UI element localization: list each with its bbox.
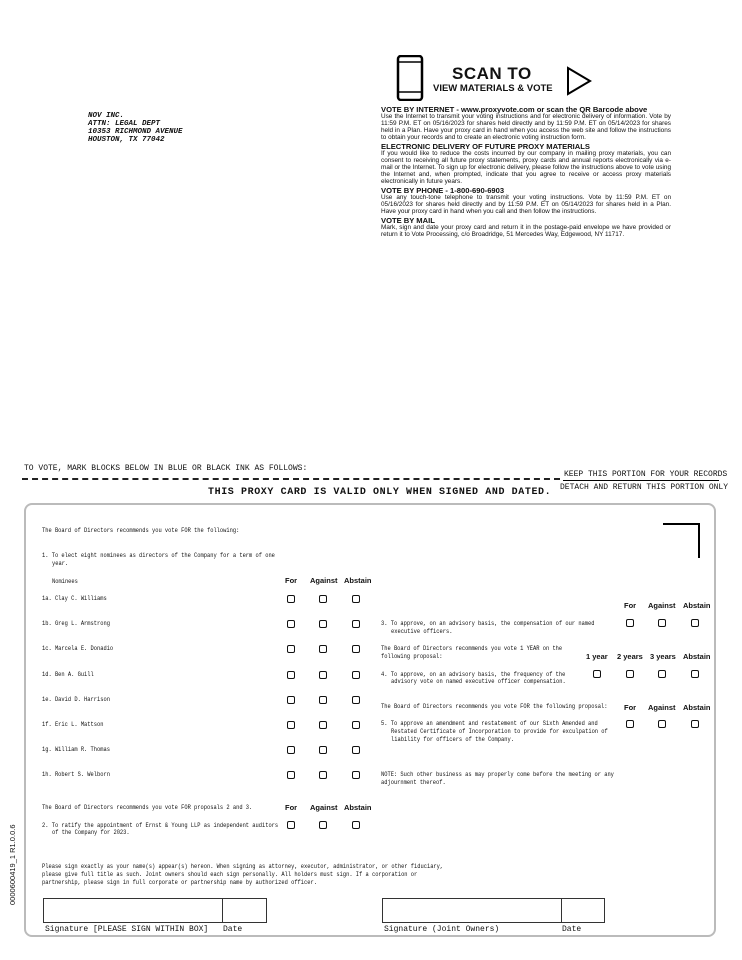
col-against: Against xyxy=(310,803,338,812)
col-against: Against xyxy=(648,601,676,610)
voting-instructions xyxy=(381,105,671,240)
nominee-against-checkbox[interactable] xyxy=(319,721,327,729)
date-box[interactable] xyxy=(222,898,267,923)
registration-mark xyxy=(663,523,700,558)
item2-text-cont: of the Company for 2023. xyxy=(52,829,130,837)
item4-text-cont: advisory vote on named executive officer compensation. xyxy=(391,678,566,686)
phone-heading: VOTE BY PHONE - 1-800-690-6903 xyxy=(381,186,505,196)
col-abstain: Abstain xyxy=(683,601,711,610)
nominee-name: 1e. David D. Harrison xyxy=(42,696,110,704)
mail-text: Mark, sign and date your proxy card and return it in the postage-paid envelope we have provided or return it to Vote Processing, c/o Broadridge, 51 Mercedes Way, Edgewood, NY 11717. xyxy=(381,224,671,239)
item4-1year-checkbox[interactable] xyxy=(593,670,601,678)
col-for: For xyxy=(285,576,298,585)
sign-instructions: Please sign exactly as your name(s) appear(s) hereon. When signing as attorney, executor, administrator, or other fiduciary, xyxy=(42,863,444,871)
nominee-name: 1h. Robert S. Welborn xyxy=(42,771,110,779)
nominee-for-checkbox[interactable] xyxy=(287,721,295,729)
detach-portion-label: DETACH AND RETURN THIS PORTION ONLY xyxy=(560,483,729,492)
nominee-name: 1d. Ben A. Guill xyxy=(42,671,94,679)
item3-for-checkbox[interactable] xyxy=(626,619,634,627)
board-recommendation-5: The Board of Directors recommends you vote FOR the following proposal: xyxy=(381,703,608,711)
board-recommendation-1yr: The Board of Directors recommends you vote 1 YEAR on the xyxy=(381,645,563,653)
nominee-against-checkbox[interactable] xyxy=(319,620,327,628)
nominee-for-checkbox[interactable] xyxy=(287,671,295,679)
nominee-for-checkbox[interactable] xyxy=(287,645,295,653)
nominee-against-checkbox[interactable] xyxy=(319,645,327,653)
item2-text: 2. To ratify the appointment of Ernst & Young LLP as independent auditors xyxy=(42,822,279,830)
col-against: Against xyxy=(310,576,338,585)
valid-notice: THIS PROXY CARD IS VALID ONLY WHEN SIGNED AND DATED. xyxy=(208,487,552,498)
col-2years: 2 years xyxy=(617,652,643,661)
item3-abstain-checkbox[interactable] xyxy=(691,619,699,627)
col-3years: 3 years xyxy=(650,652,676,661)
nominee-against-checkbox[interactable] xyxy=(319,696,327,704)
date-label: Date xyxy=(223,925,243,934)
board-recommendation-2-3: The Board of Directors recommends you vote FOR proposals 2 and 3. xyxy=(42,804,253,812)
control-code: 0000600419_1 R1.0.0.6 xyxy=(8,824,17,905)
nominee-for-checkbox[interactable] xyxy=(287,595,295,603)
keep-portion-label: KEEP THIS PORTION FOR YOUR RECORDS xyxy=(564,470,728,479)
nominee-abstain-checkbox[interactable] xyxy=(352,771,360,779)
electronic-text: If you would like to reduce the costs incurred by our company in mailing proxy materials, you can consent to receiving all future proxy statements, proxy cards and annual reports electronically via e-mail or the Internet. To sign up for electronic delivery, please follow the instructions above to vote using the Internet and, when prompted, indicate that you agree to receive or access proxy materials electronically in future years. xyxy=(381,150,671,185)
nominee-against-checkbox[interactable] xyxy=(319,671,327,679)
phone-icon xyxy=(396,55,426,101)
item5-against-checkbox[interactable] xyxy=(658,720,666,728)
nominee-against-checkbox[interactable] xyxy=(319,746,327,754)
col-for: For xyxy=(624,703,637,712)
item5-text-cont2: liability for officers of the Company. xyxy=(391,736,514,744)
joint-signature-box[interactable] xyxy=(382,898,562,923)
nominee-against-checkbox[interactable] xyxy=(319,771,327,779)
col-abstain: Abstain xyxy=(344,803,372,812)
item1-text: 1. To elect eight nominees as directors of the Company for a term of one xyxy=(42,552,275,560)
to-vote-instruction: TO VOTE, MARK BLOCKS BELOW IN BLUE OR BLACK INK AS FOLLOWS: xyxy=(24,464,308,473)
address-line: NOV INC. xyxy=(88,112,125,120)
col-1year: 1 year xyxy=(586,652,608,661)
nominee-name: 1c. Marcela E. Donadio xyxy=(42,645,114,653)
nominee-against-checkbox[interactable] xyxy=(319,595,327,603)
item3-text: 3. To approve, on an advisory basis, the compensation of our named xyxy=(381,620,595,628)
item3-text-cont: executive officers. xyxy=(391,628,453,636)
nominee-abstain-checkbox[interactable] xyxy=(352,671,360,679)
item1-text-cont: year. xyxy=(52,560,69,568)
address-line: 10353 RICHMOND AVENUE xyxy=(88,128,183,136)
item2-against-checkbox[interactable] xyxy=(319,821,327,829)
address-line: ATTN: LEGAL DEPT xyxy=(88,120,161,128)
mail-heading: VOTE BY MAIL xyxy=(381,216,435,226)
nominees-label: Nominees xyxy=(52,578,78,586)
item4-text: 4. To approve, on an advisory basis, the frequency of the xyxy=(381,671,566,679)
nominee-for-checkbox[interactable] xyxy=(287,696,295,704)
col-for: For xyxy=(285,803,298,812)
address-line: HOUSTON, TX 77042 xyxy=(88,136,165,144)
nominee-abstain-checkbox[interactable] xyxy=(352,746,360,754)
item5-abstain-checkbox[interactable] xyxy=(691,720,699,728)
board-recommendation: The Board of Directors recommends you vote FOR the following: xyxy=(42,527,240,535)
keep-divider xyxy=(563,480,719,481)
internet-heading[interactable]: VOTE BY INTERNET - www.proxyvote.com or scan the QR Barcode above xyxy=(381,105,648,114)
nominee-for-checkbox[interactable] xyxy=(287,771,295,779)
nominee-for-checkbox[interactable] xyxy=(287,746,295,754)
joint-signature-label: Signature (Joint Owners) xyxy=(384,925,500,934)
item5-for-checkbox[interactable] xyxy=(626,720,634,728)
scan-subtitle: VIEW MATERIALS & VOTE xyxy=(433,83,553,94)
note-text-cont: adjournment thereof. xyxy=(381,779,446,787)
internet-text: Use the Internet to transmit your voting instructions and for electronic delivery of information. Vote by 11:59 P.M. ET on 05/16/2023 for shares held directly and by 11:59 P.M. ET on 05/14/2023 for shares held in a Plan. Have your proxy card in hand when you access the web site and follow the instructions to obtain your records and to create an electronic voting instruction form. xyxy=(381,113,671,141)
nominee-name: 1f. Eric L. Mattson xyxy=(42,721,104,729)
mailing-address xyxy=(88,112,183,144)
nominee-abstain-checkbox[interactable] xyxy=(352,645,360,653)
nominee-abstain-checkbox[interactable] xyxy=(352,620,360,628)
item4-3years-checkbox[interactable] xyxy=(658,670,666,678)
item5-text: 5. To approve an amendment and restatement of our Sixth Amended and xyxy=(381,720,598,728)
scan-title: SCAN TO xyxy=(452,64,532,83)
note-text: NOTE: Such other business as may properly come before the meeting or any xyxy=(381,771,614,779)
item3-against-checkbox[interactable] xyxy=(658,619,666,627)
nominee-name: 1a. Clay C. Williams xyxy=(42,595,107,603)
detach-line xyxy=(22,478,560,480)
col-for: For xyxy=(624,601,637,610)
nominee-name: 1g. William R. Thomas xyxy=(42,746,110,754)
joint-date-box[interactable] xyxy=(561,898,605,923)
col-against: Against xyxy=(648,703,676,712)
nominee-abstain-checkbox[interactable] xyxy=(352,721,360,729)
play-arrow-icon xyxy=(566,66,592,96)
phone-text: Use any touch-tone telephone to transmit your voting instructions. Vote by 11:59 P.M. ET on 05/16/2023 for shares held directly and by 11:59 P.M. ET on 05/14/2023 for shares held in a Plan. Have your proxy card in hand when you call and then follow the instructions. xyxy=(381,194,671,215)
nominee-abstain-checkbox[interactable] xyxy=(352,696,360,704)
signature-label: Signature [PLEASE SIGN WITHIN BOX] xyxy=(45,925,209,934)
item4-abstain-checkbox[interactable] xyxy=(691,670,699,678)
item2-abstain-checkbox[interactable] xyxy=(352,821,360,829)
nominee-abstain-checkbox[interactable] xyxy=(352,595,360,603)
col-abstain: Abstain xyxy=(683,703,711,712)
nominee-name: 1b. Greg L. Armstrong xyxy=(42,620,110,628)
signature-box[interactable] xyxy=(43,898,223,923)
sign-instructions-cont2: partnership, please sign in full corporate or partnership name by authorized officer. xyxy=(42,879,317,887)
sign-instructions-cont: please give full title as such. Joint owners should each sign personally. All holders must sign. If a corporation or xyxy=(42,871,418,879)
item2-for-checkbox[interactable] xyxy=(287,821,295,829)
nominee-for-checkbox[interactable] xyxy=(287,620,295,628)
col-abstain: Abstain xyxy=(683,652,711,661)
board-recommendation-1yr-cont: following proposal: xyxy=(381,653,443,661)
item5-text-cont: Restated Certificate of Incorporation to provide for exculpation of xyxy=(391,728,608,736)
electronic-heading: ELECTRONIC DELIVERY OF FUTURE PROXY MATERIALS xyxy=(381,142,590,152)
joint-date-label: Date xyxy=(562,925,582,934)
col-abstain: Abstain xyxy=(344,576,372,585)
item4-2years-checkbox[interactable] xyxy=(626,670,634,678)
